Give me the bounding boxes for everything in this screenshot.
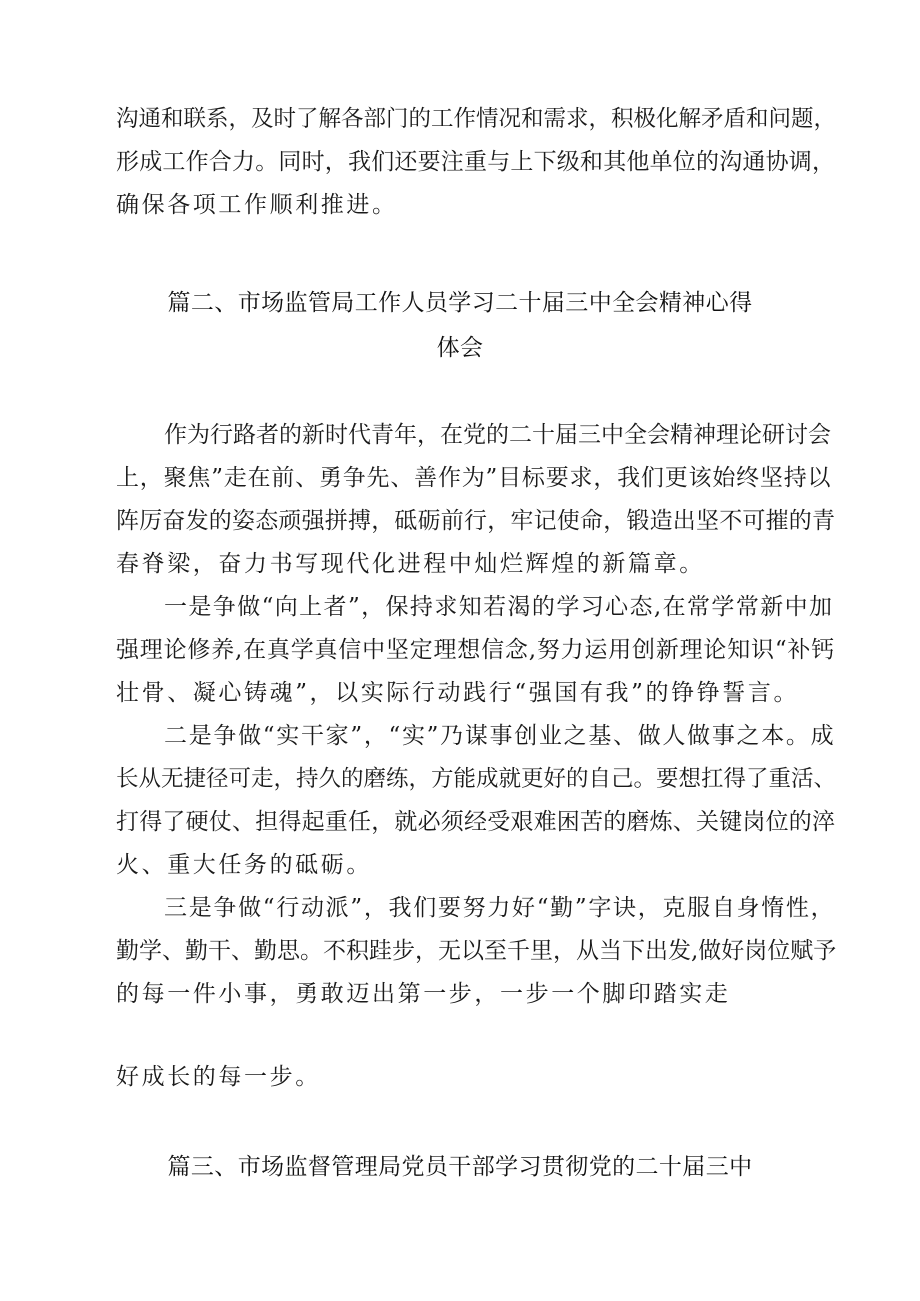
section2-para1-line-1: 作为行路者的新时代青年，在党的二十届三中全会精神理论研讨会 (164, 422, 831, 448)
section2-para4-line-1: 三是争做“行动派”，我们要努力好“勤”字诀，克服自身惰性， (164, 895, 836, 921)
section2-para3-line-2: 长从无捷径可走，持久的磨练，方能成就更好的自己。要想扛得了重活、 (116, 766, 837, 792)
section3-title-line-1: 篇三、市场监督管理局党员干部学习贯彻党的二十届三中 (167, 1154, 753, 1180)
section2-para4-line-3: 的每一件小事，勇敢迈出第一步，一步一个脚印踏实走 (116, 981, 731, 1007)
section2-para1-line-2: 上，聚焦”走在前、勇争先、善作为”目标要求，我们更该始终坚持以 (116, 465, 832, 491)
section2-para3-line-3: 打得了硬仗、担得起重任，就必须经受艰难困苦的磨炼、关键岗位的淬 (116, 809, 836, 835)
section2-para2-line-3: 壮骨、凝心铸魂”，以实际行动践行“强国有我”的铮铮誓言。 (116, 680, 800, 706)
section2-para1-line-3: 阵厉奋发的姿态顽强拼搏，砥砺前行，牢记使命，锻造出坚不可摧的青 (116, 508, 836, 534)
intro-line-3: 确保各项工作顺利推进。 (116, 192, 398, 218)
section2-para3-line-4: 火、重大任务的砥砺。 (116, 852, 372, 878)
section2-para4-line-2: 勤学、勤干、勤思。不积跬步，无以至千里，从当下出发,做好岗位赋予 (116, 938, 837, 964)
section2-para2-line-2: 强理论修养,在真学真信中坚定理想信念,努力运用创新理论知识“补钙 (116, 637, 835, 663)
section2-para4-line-4: 好成长的每一步。 (116, 1064, 321, 1090)
section2-para2-line-1: 一是争做“向上者”，保持求知若渴的学习心态,在常学常新中加 (164, 594, 834, 620)
section2-title-line-1: 篇二、市场监管局工作人员学习二十届三中全会精神心得 (167, 290, 753, 316)
section2-title-line-2: 体会 (436, 335, 484, 361)
intro-line-1: 沟通和联系，及时了解各部门的工作情况和需求，积极化解矛盾和问题， (116, 106, 837, 132)
intro-line-2: 形成工作合力。同时，我们还要注重与上下级和其他单位的沟通协调， (116, 149, 836, 175)
section2-para3-line-1: 二是争做“实干家”，“实”乃谋事创业之基、做人做事之本。成 (164, 723, 836, 749)
section2-para1-line-4: 春脊梁，奋力书写现代化进程中灿烂辉煌的新篇章。 (116, 551, 705, 577)
